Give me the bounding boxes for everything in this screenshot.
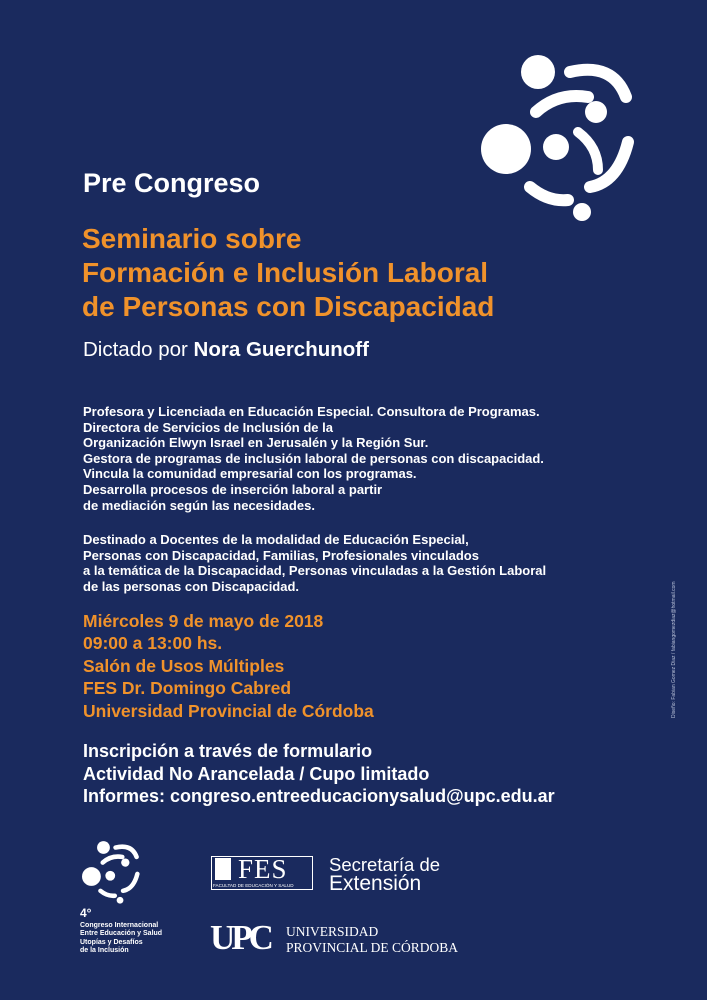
seminar-title-line: de Personas con Discapacidad [82,291,495,322]
upc-name-line: PROVINCIAL DE CÓRDOBA [286,940,459,955]
bio-line: Organización Elwyn Israel en Jerusalén y la Región Sur. [83,435,429,451]
registration-info [83,740,555,808]
upc-name-line: UNIVERSIDAD [286,924,379,939]
fes-logo-subtitle: FACULTAD DE EDUCACIÓN Y SALUD [213,883,294,888]
audience-description [83,532,643,594]
registration-line: Inscripción a través de formulario [83,741,373,761]
seminar-title-line: Formación e Inclusión Laboral [82,257,489,288]
upc-logo-mark: UPC [210,918,270,957]
event-faculty: FES Dr. Domingo Cabred [83,678,292,699]
seminar-title [82,222,494,324]
speaker-line [83,338,369,362]
upc-logo-name [286,924,458,956]
bio-line: Vincula la comunidad empresarial con los programas. [83,466,417,482]
congress-line: Entre Educación y Salud [80,930,163,938]
speaker-bio [83,404,643,513]
congress-line: de la Inclusión [80,947,129,955]
bio-line: Desarrolla procesos de inserción laboral a partir [83,481,383,497]
seminar-title-line: Seminario sobre [82,223,302,254]
secretaria-line1: Secretaría de [329,854,441,875]
event-university: Universidad Provincial de Córdoba [83,700,374,721]
speaker-prefix: Dictado por [83,338,188,361]
bio-line: Gestora de programas de inclusión laboral de personas con discapacidad. [83,450,544,466]
audience-line: Personas con Discapacidad, Familias, Profesionales vinculados [83,547,479,563]
design-credit: Diseño: Fabian Gomez Diaz / fabiangomezdiaz@hotmail.com [671,581,677,718]
bio-line: de mediación según las necesidades. [83,497,315,513]
secretaria-line2: Extensión [329,872,422,895]
pre-congress-heading: Pre Congreso [83,168,261,198]
audience-line: de las personas con Discapacidad. [83,578,300,594]
registration-email[interactable]: Informes: congreso.entreeducacionysalud@upc.edu.ar [83,786,555,806]
audience-line: a la temática de la Discapacidad, Personas vinculadas a la Gestión Laboral [83,563,547,579]
event-time: 09:00 a 13:00 hs. [83,633,223,654]
fes-logo-name: FES [238,854,288,884]
event-room: Salón de Usos Múltiples [83,655,285,676]
registration-line: Actividad No Arancelada / Cupo limitado [83,763,430,784]
fes-mark-icon [215,858,231,880]
congress-logo-icon [478,52,638,222]
congress-name [80,922,162,956]
bio-line: Profesora y Licenciada en Educación Especial. Consultora de Programas. [83,404,540,419]
event-date: Miércoles 9 de mayo de 2018 [83,611,324,631]
congress-line: Congreso Internacional [80,922,159,929]
congress-line: Utopías y Desafíos [80,938,143,946]
congress-edition: 4° [80,906,92,920]
event-details [83,610,374,722]
speaker-name: Nora Guerchunoff [193,338,369,361]
congress-small-logo-icon [80,840,142,904]
bio-line: Directora de Servicios de Inclusión de la [83,419,333,435]
audience-line: Destinado a Docentes de la modalidad de Educación Especial, [83,532,469,547]
